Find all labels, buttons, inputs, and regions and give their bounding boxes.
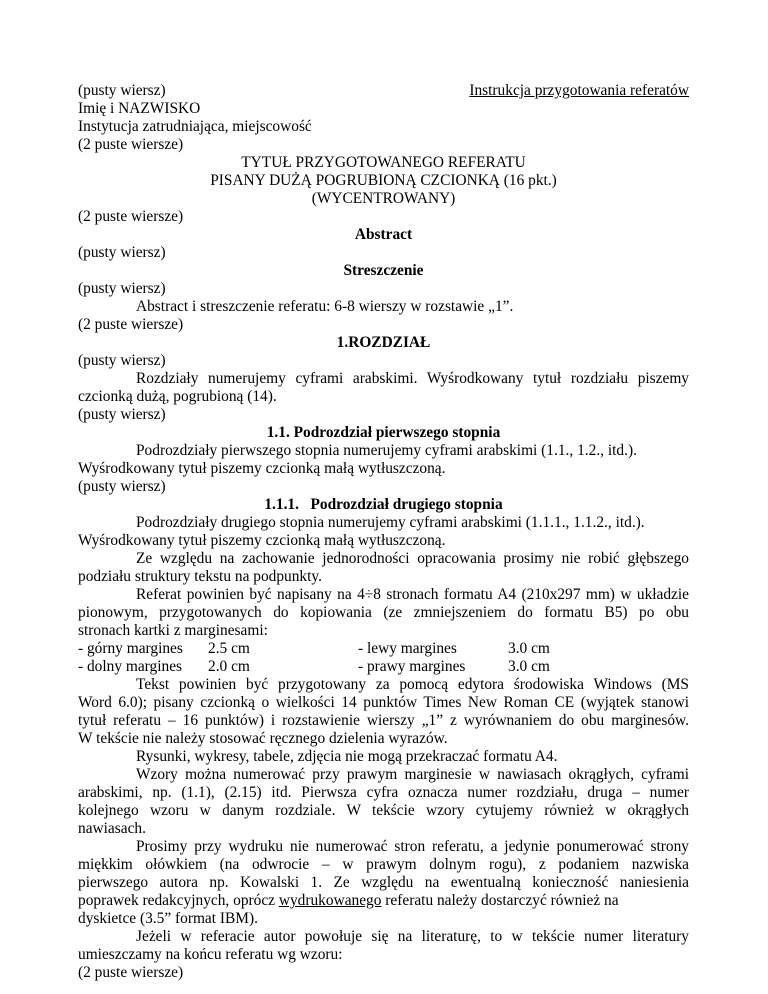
text-run: referatu należy dostarczyć również na <box>381 892 619 909</box>
author-name: Imię i NAZWISKO <box>78 100 201 117</box>
streszczenie-heading: Streszczenie <box>343 262 424 279</box>
subchapter-2-number: 1.1.1. <box>264 496 299 513</box>
running-header-title: Instrukcja przygotowania referatów <box>469 82 689 99</box>
paper-title-line-2: PISANY DUŻĄ POGRUBIONĄ CZCIONKĄ (16 pkt.) <box>210 172 557 189</box>
paragraph-line: umieszczamy na końcu referatu wg wzoru: <box>78 946 343 963</box>
right-margin-value: 3.0 cm <box>508 658 550 675</box>
paragraph-line: Tekst powinien być przygotowany za pomocą edytora środowiska Windows (MS <box>136 676 689 693</box>
blank-lines-note: (2 puste wiersze) <box>78 136 184 153</box>
subchapter-2-title: Podrozdział drugiego stopnia <box>310 496 503 513</box>
blank-line-note: (pusty wiersz) <box>78 280 166 297</box>
paragraph-line: pierwszego autora np. Kowalski 1. Ze względu na ewentualną konieczność naniesienia <box>78 874 689 891</box>
paragraph-line: Jeżeli w referacie autor powołuje się na literaturę, to w tekście numer literatury <box>136 928 689 945</box>
blank-lines-note: (2 puste wiersze) <box>78 316 184 333</box>
chapter-paragraph-line: czcionką dużą, pogrubioną (14). <box>78 388 277 405</box>
blank-lines-note: (2 puste wiersze) <box>78 208 184 225</box>
paragraph-line: pionowym, przygotowanych do kopiowania (ze zmniejszeniem do formatu B5) po obu <box>78 604 689 621</box>
paragraph-line: tytuł referatu – 16 punktów) i rozstawienie wierszy „1” z wyrównaniem do obu marginesów. <box>78 712 689 729</box>
left-margin-label: - lewy margines <box>358 640 457 657</box>
subchapter-2-paragraph-line: Podrozdziały drugiego stopnia numerujemy cyframi arabskimi (1.1.1., 1.1.2., itd.). <box>136 514 645 531</box>
margins-row-2 <box>78 658 689 676</box>
paragraph-line <box>78 892 689 910</box>
header-line <box>78 82 689 100</box>
right-margin-label: - prawy margines <box>358 658 466 675</box>
paragraph-line: W tekście nie należy stosować ręcznego dzielenia wyrazów. <box>78 730 448 747</box>
text-run: poprawek redakcyjnych, oprócz <box>78 892 279 909</box>
chapter-paragraph-line: Rozdziały numerujemy cyframi arabskimi. Wyśrodkowany tytuł rozdziału piszemy <box>136 370 689 387</box>
blank-line-note: (pusty wiersz) <box>78 352 166 369</box>
blank-line-note: (pusty wiersz) <box>78 478 166 495</box>
top-margin-value: 2.5 cm <box>208 640 250 657</box>
paragraph-line: miękkim ołówkiem (na odwrocie – w prawym dolnym rogu), z podaniem nazwiska <box>78 856 689 873</box>
subchapter-2-paragraph-line: Wyśrodkowany tytuł piszemy czcionką małą wytłuszczoną. <box>78 532 446 549</box>
paragraph-line: kolejnego wzoru w danym rozdziale. W tekście wzory cytujemy również w okrągłych <box>78 802 689 819</box>
top-margin-label: - górny margines <box>78 640 183 657</box>
paragraph-line: dyskietce (3.5” format IBM). <box>78 910 258 927</box>
paragraph-line: arabskimi, np. (1.1), (2.15) itd. Pierwsza cyfra oznacza numer rozdziału, druga – numer <box>78 784 689 801</box>
paragraph-line: Wzory można numerować przy prawym marginesie w nawiasach okrągłych, cyframi <box>136 766 689 783</box>
paragraph-line: nawiasach. <box>78 820 146 837</box>
paragraph-line: Prosimy przy wydruku nie numerować stron referatu, a jedynie ponumerować strony <box>136 838 689 855</box>
subchapter-1-paragraph-line: Podrozdziały pierwszego stopnia numerujemy cyframi arabskimi (1.1., 1.2., itd.). <box>136 442 637 459</box>
paper-title-line-1: TYTUŁ PRZYGOTOWANEGO REFERATU <box>241 154 526 171</box>
blank-line-note: (pusty wiersz) <box>78 82 166 99</box>
paragraph-line: podziału struktury tekstu na podpunkty. <box>78 568 322 585</box>
blank-lines-note: (2 puste wiersze) <box>78 964 184 981</box>
blank-line-note: (pusty wiersz) <box>78 244 166 261</box>
subchapter-1-paragraph-line: Wyśrodkowany tytuł piszemy czcionką małą wytłuszczoną. <box>78 460 446 477</box>
subchapter-1-heading: 1.1. Podrozdział pierwszego stopnia <box>266 424 501 441</box>
paragraph-line: Referat powinien być napisany na 4÷8 stronach formatu A4 (210x297 mm) w układzie <box>136 586 689 603</box>
bottom-margin-label: - dolny margines <box>78 658 183 675</box>
paragraph-line: Rysunki, wykresy, tabele, zdjęcia nie mogą przekraczać formatu A4. <box>136 748 558 765</box>
chapter-heading: 1.ROZDZIAŁ <box>336 334 431 351</box>
left-margin-value: 3.0 cm <box>508 640 550 657</box>
author-institution: Instytucja zatrudniająca, miejscowość <box>78 118 312 135</box>
bottom-margin-value: 2.0 cm <box>208 658 250 675</box>
paragraph-line: Word 6.0); pisany czcionką o wielkości 14 punktów Times New Roman CE (wyjątek stanowi <box>78 694 689 711</box>
paragraph-line: stronach kartki z marginesami: <box>78 622 268 639</box>
paper-title-line-3: (WYCENTROWANY) <box>311 190 456 207</box>
paragraph-line: Ze względu na zachowanie jednorodności opracowania prosimy nie robić głębszego <box>136 550 689 567</box>
margins-row-1 <box>78 640 689 658</box>
subchapter-2-heading <box>78 496 689 514</box>
underlined-word: wydrukowanego <box>278 892 382 909</box>
blank-line-note: (pusty wiersz) <box>78 406 166 423</box>
abstract-heading: Abstract <box>354 226 413 243</box>
abstract-text: Abstract i streszczenie referatu: 6-8 wierszy w rozstawie „1”. <box>136 298 514 315</box>
